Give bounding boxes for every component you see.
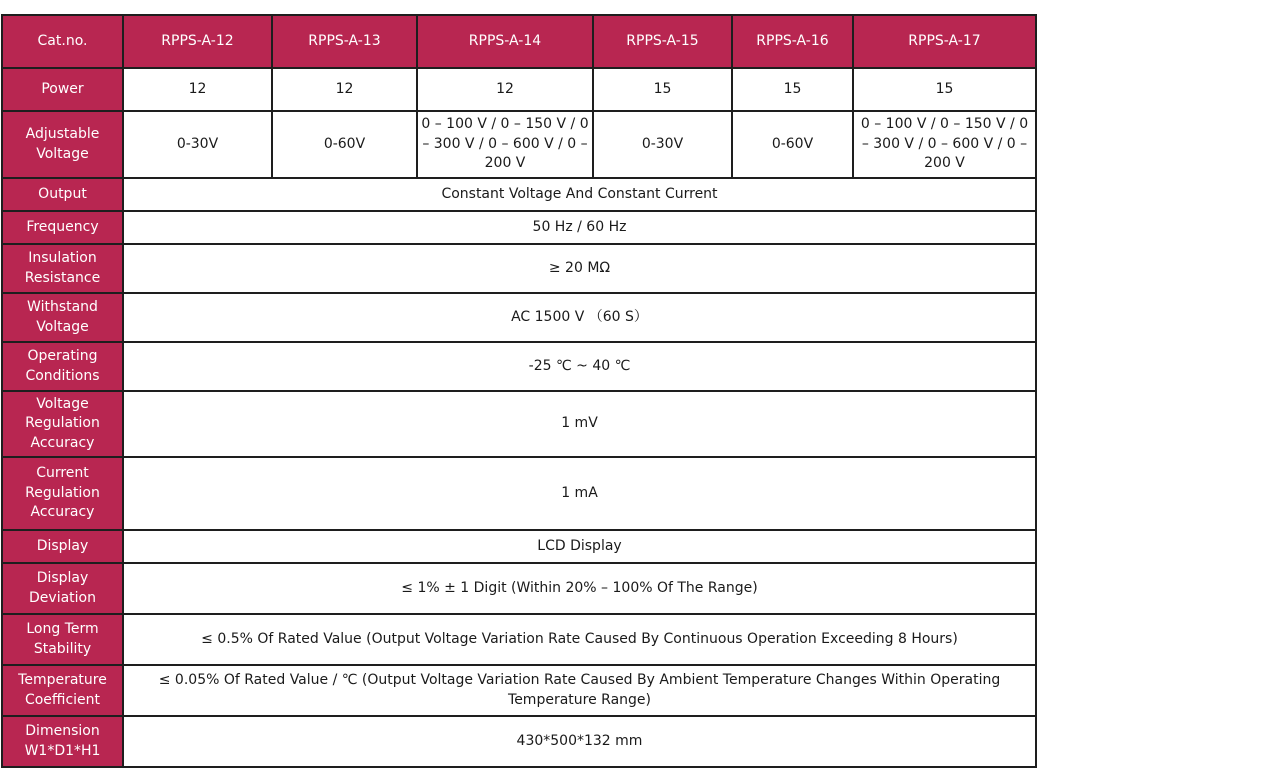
row-label: Frequency [2, 211, 123, 244]
model-header: RPPS-A-17 [853, 15, 1036, 68]
table-cell: 15 [593, 68, 732, 111]
table-row [2, 563, 1036, 614]
table-row [2, 68, 1036, 111]
row-label: Operating Conditions [2, 342, 123, 391]
table-row [2, 342, 1036, 391]
table-cell: ≤ 0.05% Of Rated Value / ℃ (Output Voltage Variation Rate Caused By Ambient Temperature Changes Within Operating Temperature Range) [123, 665, 1036, 716]
table-cell: 15 [732, 68, 853, 111]
table-row [2, 211, 1036, 244]
table-cell: ≤ 0.5% Of Rated Value (Output Voltage Variation Rate Caused By Continuous Operation Exceeding 8 Hours) [123, 614, 1036, 665]
table-cell: ≤ 1% ± 1 Digit (Within 20% – 100% Of The Range) [123, 563, 1036, 614]
row-label: Insulation Resistance [2, 244, 123, 293]
table-cell: 430*500*132 mm [123, 716, 1036, 767]
model-header: RPPS-A-12 [123, 15, 272, 68]
table-row [2, 457, 1036, 530]
row-label: Display Deviation [2, 563, 123, 614]
table-row [2, 614, 1036, 665]
table-row [2, 665, 1036, 716]
header-row [2, 15, 1036, 68]
table-cell: 12 [272, 68, 417, 111]
table-row [2, 178, 1036, 211]
model-header: RPPS-A-15 [593, 15, 732, 68]
table-cell: Constant Voltage And Constant Current [123, 178, 1036, 211]
table-cell: 12 [417, 68, 593, 111]
model-header: RPPS-A-16 [732, 15, 853, 68]
table-cell: 0 – 100 V / 0 – 150 V / 0 – 300 V / 0 – 600 V / 0 – 200 V [417, 111, 593, 178]
header-label: Cat.no. [2, 15, 123, 68]
table-cell: 1 mV [123, 391, 1036, 457]
row-label: Dimension W1*D1*H1 [2, 716, 123, 767]
row-label: Display [2, 530, 123, 563]
table-cell: 0-60V [732, 111, 853, 178]
row-label: Temperature Coefficient [2, 665, 123, 716]
table-cell: 12 [123, 68, 272, 111]
table-cell: 15 [853, 68, 1036, 111]
row-label: Withstand Voltage [2, 293, 123, 342]
table-row [2, 111, 1036, 178]
table-cell: 1 mA [123, 457, 1036, 530]
table-cell: -25 ℃ ~ 40 ℃ [123, 342, 1036, 391]
table-row [2, 530, 1036, 563]
table-cell: 50 Hz / 60 Hz [123, 211, 1036, 244]
table-cell: ≥ 20 MΩ [123, 244, 1036, 293]
table-row [2, 244, 1036, 293]
table-cell: AC 1500 V （60 S） [123, 293, 1036, 342]
model-header: RPPS-A-13 [272, 15, 417, 68]
row-label: Output [2, 178, 123, 211]
table-row [2, 391, 1036, 457]
table-cell: 0 – 100 V / 0 – 150 V / 0 – 300 V / 0 – 600 V / 0 – 200 V [853, 111, 1036, 178]
row-label: Long Term Stability [2, 614, 123, 665]
row-label: Adjustable Voltage [2, 111, 123, 178]
table-row [2, 716, 1036, 767]
row-label: Power [2, 68, 123, 111]
table-cell: 0-60V [272, 111, 417, 178]
model-header: RPPS-A-14 [417, 15, 593, 68]
table-cell: 0-30V [593, 111, 732, 178]
table-row [2, 293, 1036, 342]
table-cell: 0-30V [123, 111, 272, 178]
spec-table [1, 14, 1037, 768]
row-label: Voltage Regulation Accuracy [2, 391, 123, 457]
row-label: Current Regulation Accuracy [2, 457, 123, 530]
table-cell: LCD Display [123, 530, 1036, 563]
